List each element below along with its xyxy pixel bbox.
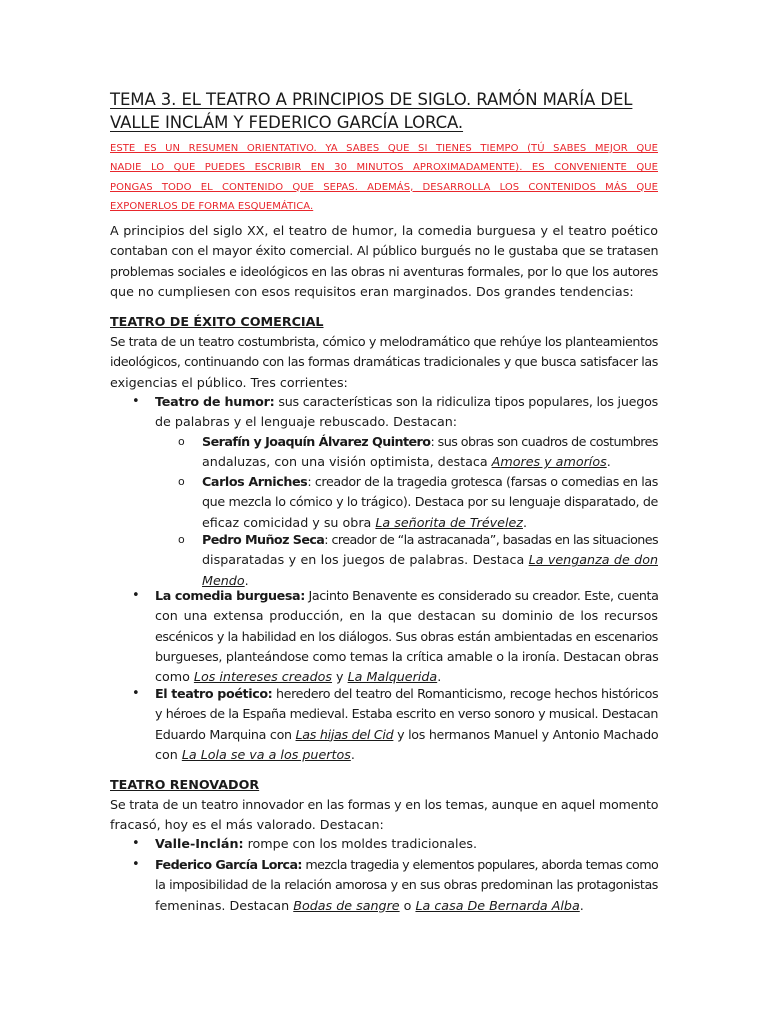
item-text: eficaz comicidad y su obra bbox=[202, 514, 376, 530]
item-text: mezcla tragedia y elementos populares, aborda temas como bbox=[301, 857, 659, 872]
work-title: La casa De Bernarda Alba bbox=[415, 897, 580, 913]
paragraph-line: fracasó, hoy es el más valorado. Destacan: bbox=[110, 817, 384, 833]
sub-bullet-icon: o bbox=[178, 533, 185, 546]
item-text: . bbox=[437, 669, 442, 685]
item-text: y bbox=[332, 669, 348, 685]
paragraph-line: ideológicos, continuando con las formas dramáticas tradicionales y que busca satisfacer las bbox=[110, 354, 658, 370]
bullet-icon: • bbox=[132, 836, 140, 851]
paragraph-line: problemas sociales e ideológicos en las obras ni aventuras formales, por lo que los autores bbox=[110, 263, 658, 279]
bullet-icon: • bbox=[132, 394, 140, 409]
item-label: La comedia burguesa: bbox=[155, 588, 305, 603]
item-text: o bbox=[399, 897, 416, 913]
item-label: Federico García Lorca: bbox=[155, 857, 302, 872]
note-line: EXPONERLOS DE FORMA ESQUEMÁTICA. bbox=[110, 200, 314, 212]
item-text: que mezcla lo cómico y lo trágico). Destaca por su lenguaje disparatado, de bbox=[202, 494, 658, 510]
item-label: Teatro de humor: bbox=[155, 394, 275, 409]
item-label: Valle-Inclán: bbox=[155, 836, 244, 851]
note-line: ESTE ES UN RESUMEN ORIENTATIVO. YA SABES QUE SI TIENES TIEMPO (TÚ SABES MEJOR QUE bbox=[110, 143, 658, 154]
work-title: Bodas de sangre bbox=[293, 897, 400, 913]
paragraph-line: que no cumpliesen con esos requisitos eran marginados. Dos grandes tendencias: bbox=[110, 283, 634, 299]
item-text: : creador de la tragedia grotesca (farsas o comedias en las bbox=[307, 474, 658, 489]
item-label: Pedro Muñoz Seca bbox=[202, 532, 325, 547]
list-item-lorca bbox=[155, 855, 658, 916]
paragraph-line: exigencias el público. Tres corrientes: bbox=[110, 374, 348, 390]
item-text: de palabras y el lenguaje rebuscado. Destacan: bbox=[155, 414, 458, 430]
item-text: . bbox=[244, 572, 249, 588]
item-text: heredero del teatro del Romanticismo, recoge hechos históricos bbox=[272, 686, 659, 701]
title-line: VALLE INCLÁM Y FEDERICO GARCÍA LORCA. bbox=[110, 113, 464, 132]
item-text: la imposibilidad de la relación amorosa y en sus obras predominan las protagonistas bbox=[155, 877, 658, 893]
item-text: burgueses, planteándose como temas la crítica amable o la ironía. Destacan obras bbox=[155, 648, 659, 664]
work-title: La venganza de don bbox=[528, 552, 658, 568]
list-item-valle bbox=[155, 834, 658, 854]
item-label: Carlos Arniches bbox=[202, 474, 308, 489]
intro-paragraph bbox=[110, 221, 658, 302]
item-text: rompe con los moldes tradicionales. bbox=[243, 836, 478, 851]
item-label: Serafín y Joaquín Álvarez Quintero bbox=[202, 434, 431, 449]
item-text: con una extensa producción, en la que destacan su dominio de los recursos bbox=[155, 608, 658, 624]
work-title: Los intereses creados bbox=[193, 669, 333, 685]
bullet-icon: • bbox=[132, 857, 140, 872]
list-item-poetico bbox=[155, 684, 658, 765]
item-text: . bbox=[350, 746, 355, 762]
sub-item-arniches bbox=[202, 472, 658, 533]
item-text: . bbox=[522, 514, 528, 530]
section-intro bbox=[110, 795, 658, 836]
paragraph-line: A principios del siglo XX, el teatro de humor, la comedia burguesa y el teatro poético bbox=[110, 223, 658, 238]
item-text: escénicos y la habilidad en los diálogos. Sus obras están ambientadas en escenarios bbox=[155, 628, 658, 644]
sub-item-seca bbox=[202, 530, 658, 591]
section-heading: TEATRO RENOVADOR bbox=[110, 777, 260, 792]
work-title: Mendo bbox=[202, 572, 245, 588]
bullet-icon: • bbox=[132, 588, 140, 603]
work-title: Amores y amoríos bbox=[491, 454, 607, 470]
paragraph-line: Se trata de un teatro innovador en las formas y en los temas, aunque en aquel momento bbox=[110, 797, 659, 812]
title-line: TEMA 3. EL TEATRO A PRINCIPIOS DE SIGLO. RAMÓN MARÍA DEL bbox=[110, 90, 633, 109]
item-text: . bbox=[579, 897, 584, 913]
item-text: : creador de “la astracanada”, basadas en las situaciones bbox=[324, 532, 658, 547]
orientation-note bbox=[110, 139, 658, 216]
work-title: Las hijas del Cid bbox=[295, 726, 394, 742]
paragraph-line: Se trata de un teatro costumbrista, cómico y melodramático que rehúye los planteamientos bbox=[110, 334, 658, 349]
bullet-icon: • bbox=[132, 686, 140, 701]
paragraph-line: contaban con el mayor éxito comercial. Al público burgués no le gustaba que se tratasen bbox=[110, 243, 659, 259]
item-label: El teatro poético: bbox=[155, 686, 273, 701]
item-text: con bbox=[155, 746, 182, 762]
sub-item-quintero bbox=[202, 432, 658, 473]
section-heading: TEATRO DE ÉXITO COMERCIAL bbox=[110, 314, 324, 329]
item-text: como bbox=[155, 669, 194, 685]
item-text: Jacinto Benavente es considerado su creador. Este, cuenta bbox=[304, 588, 659, 603]
item-text: y héroes de la España medieval. Estaba escrito en verso sonoro y musical. Destacan bbox=[155, 706, 658, 722]
list-item-burguesa bbox=[155, 586, 658, 687]
item-text: femeninas. Destacan bbox=[155, 897, 294, 913]
sub-bullet-icon: o bbox=[178, 435, 185, 448]
item-text: andaluzas, con una visión optimista, destaca bbox=[202, 454, 492, 470]
note-line: NADIE LO QUE PUEDES ESCRIBIR EN 30 MINUTOS APROXIMADAMENTE). ES CONVENIENTE QUE bbox=[110, 162, 658, 174]
item-text: . bbox=[606, 454, 611, 470]
sub-bullet-icon: o bbox=[178, 475, 185, 488]
work-title: La señorita de Trévelez bbox=[375, 514, 523, 530]
item-text: y los hermanos Manuel y Antonio Machado bbox=[393, 726, 659, 742]
section-intro bbox=[110, 332, 658, 393]
item-text: : sus obras son cuadros de costumbres bbox=[430, 434, 658, 449]
note-line: PONGAS TODO EL CONTENIDO QUE SEPAS. ADEMÁS, DESARROLLA LOS CONTENIDOS MÁS QUE bbox=[110, 181, 658, 193]
work-title: La Malquerida bbox=[347, 669, 438, 685]
work-title: La Lola se va a los puertos bbox=[181, 746, 351, 762]
item-text: Eduardo Marquina con bbox=[155, 726, 296, 742]
item-text: sus características son la ridiculiza tipos populares, los juegos bbox=[274, 394, 659, 409]
list-item-humor bbox=[155, 392, 658, 433]
document-title bbox=[110, 88, 650, 134]
item-text: disparatadas y en los juegos de palabras. Destaca bbox=[202, 552, 529, 568]
